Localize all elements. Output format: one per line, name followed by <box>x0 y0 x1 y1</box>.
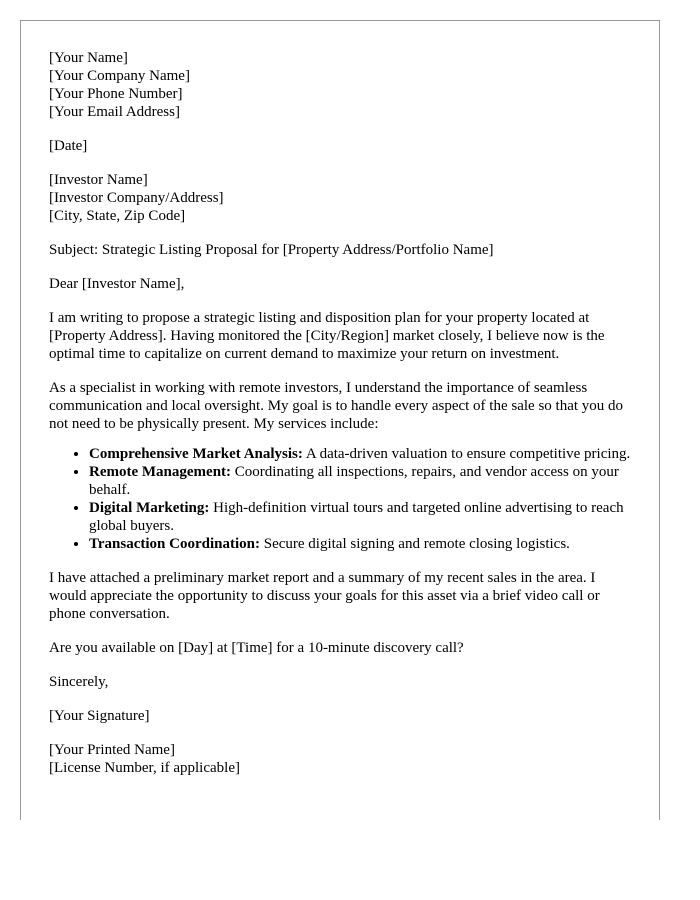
recipient-name: [Investor Name] <box>49 172 148 188</box>
sender-block <box>49 49 631 121</box>
attachment-paragraph-block <box>49 569 631 623</box>
list-item <box>89 445 631 463</box>
subject-line-block <box>49 241 631 259</box>
service-description: A data-driven valuation to ensure competitive pricing. <box>302 446 631 462</box>
recipient-block <box>49 171 631 225</box>
services-list <box>49 445 631 553</box>
service-description: Secure digital signing and remote closing logistics. <box>259 536 570 552</box>
salutation-block <box>49 275 631 293</box>
printed-name-block <box>49 741 631 777</box>
list-item <box>89 463 631 499</box>
letter-date: [Date] <box>49 138 88 154</box>
sign-off-block <box>49 673 631 691</box>
service-title: Digital Marketing: <box>89 500 210 516</box>
sender-company: [Your Company Name] <box>49 68 190 84</box>
sign-off: Sincerely, <box>49 674 109 690</box>
subject-line: Subject: Strategic Listing Proposal for [Property Address/Portfolio Name] <box>49 242 494 258</box>
specialist-paragraph-block <box>49 379 631 433</box>
intro-paragraph-block <box>49 309 631 363</box>
signature: [Your Signature] <box>49 708 150 724</box>
recipient-city-state-zip: [City, State, Zip Code] <box>49 208 186 224</box>
printed-name: [Your Printed Name] <box>49 742 175 758</box>
service-title: Comprehensive Market Analysis: <box>89 446 303 462</box>
list-item <box>89 499 631 535</box>
service-description: Coordinating all inspections, repairs, and vendor access on your behalf. <box>89 464 619 498</box>
letter-page <box>20 20 660 820</box>
specialist-paragraph: As a specialist in working with remote investors, I understand the importance of seamless communication and local oversight. My goal is to handle every aspect of the sale so that you do not need to be physically present. My services include: <box>49 380 624 432</box>
sender-phone: [Your Phone Number] <box>49 86 183 102</box>
list-item <box>89 535 631 553</box>
service-title: Transaction Coordination: <box>89 536 260 552</box>
question-paragraph-block <box>49 639 631 657</box>
sender-email: [Your Email Address] <box>49 104 180 120</box>
sender-name: [Your Name] <box>49 50 128 66</box>
recipient-company-address: [Investor Company/Address] <box>49 190 224 206</box>
service-description: High-definition virtual tours and targeted online advertising to reach global buyers. <box>89 500 624 534</box>
attachment-paragraph: I have attached a preliminary market report and a summary of my recent sales in the area. I would appreciate the opportunity to discuss your goals for this asset via a brief video call or phone conversation. <box>49 570 600 622</box>
service-title: Remote Management: <box>89 464 232 480</box>
signature-block <box>49 707 631 725</box>
question-paragraph: Are you available on [Day] at [Time] for a 10-minute discovery call? <box>49 640 464 656</box>
date-block <box>49 137 631 155</box>
intro-paragraph: I am writing to propose a strategic listing and disposition plan for your property located at [Property Address]. Having monitored the [City/Region] market closely, I believe now is the optimal time to capitalize on current demand to maximize your return on investment. <box>49 310 605 362</box>
license-number: [License Number, if applicable] <box>49 760 240 776</box>
salutation: Dear [Investor Name], <box>49 276 185 292</box>
